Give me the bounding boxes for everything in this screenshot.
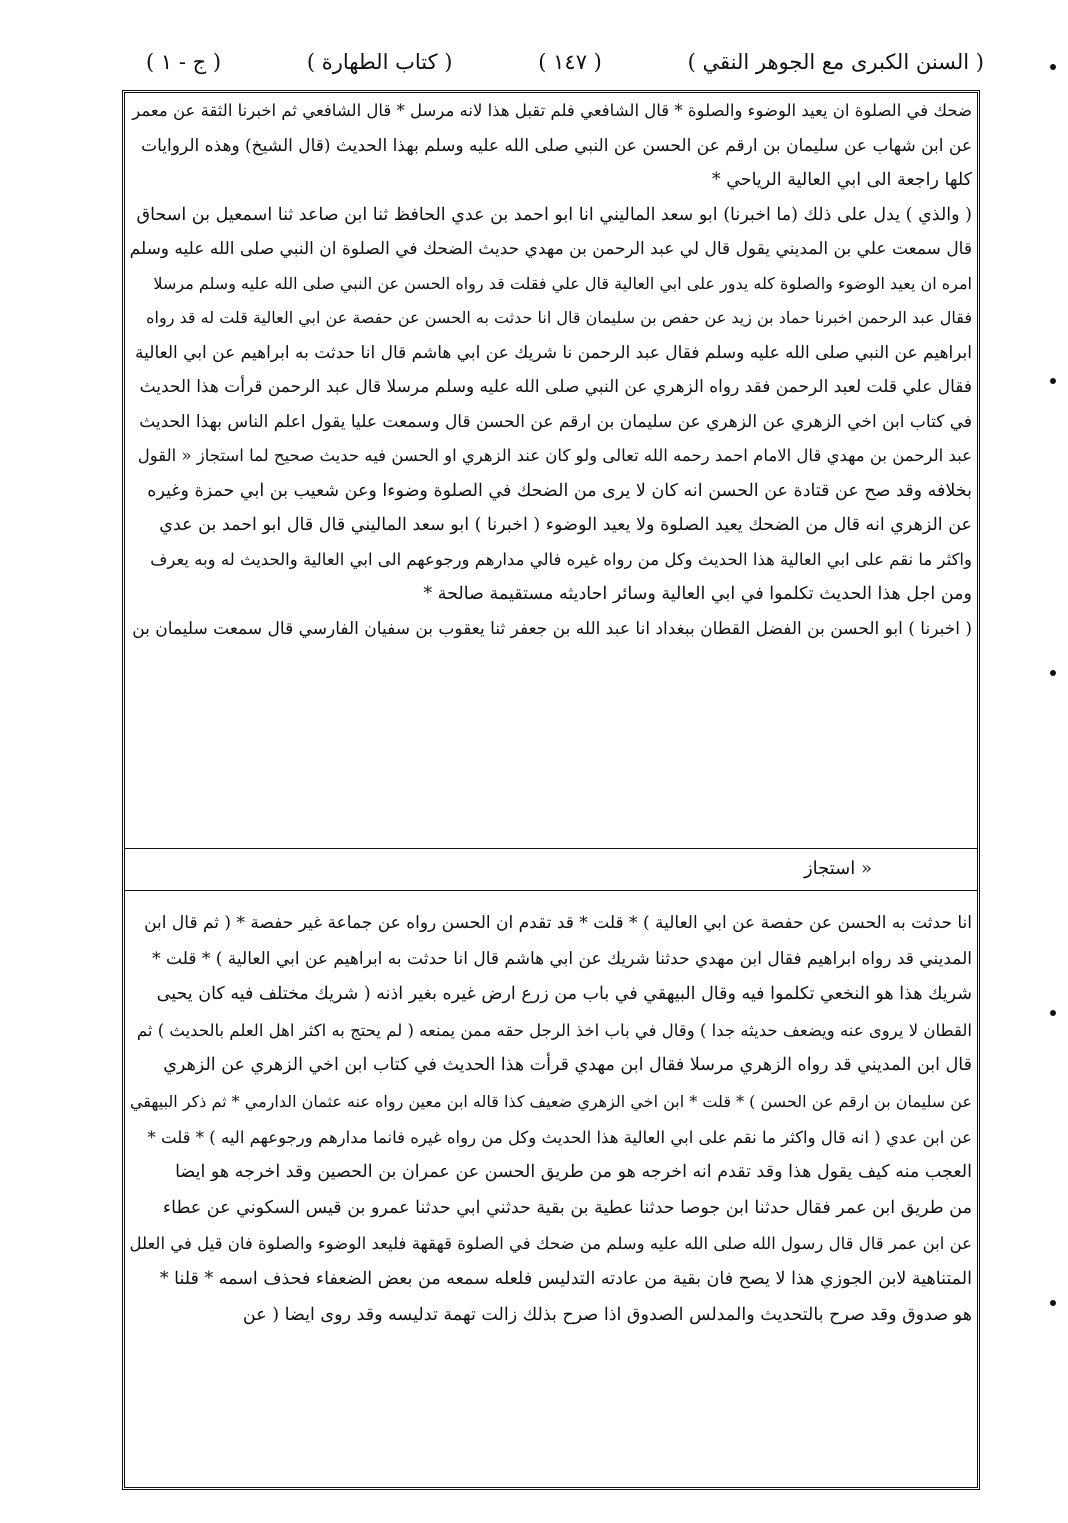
section-divider: [124, 890, 978, 891]
commentary-line: المديني قد رواه ابراهيم فقال ابن مهدي حدثنا شريك عن ابي هاشم قال انا حدثت به ابراهيم عن ابي العالية ) * قلت *: [152, 948, 972, 969]
main-text-line: ( والذي ) يدل على ذلك (ما اخبرنا) ابو سعد الماليني انا ابو احمد بن عدي الحافظ ثنا ابن صاعد ثنا اسمعيل بن اسحاق: [136, 204, 972, 225]
chapter-title: ( كتاب الطهارة ): [306, 50, 453, 74]
commentary-line: عن سليمان بن ارقم عن الحسن ) * قلت * ابن اخي الزهري ضعيف كذا قاله ابن معين رواه عنه عثمان الدارمي * ثم ذكر البيهقي: [130, 1091, 972, 1111]
main-text-line: ومن اجل هذا الحديث تكلموا في ابي العالية وسائر احاديثه مستقيمة صالحة *: [423, 584, 972, 604]
commentary-line: العجب منه كيف يقول هذا وقد تقدم انه اخرجه هو من طريق الحسن عن عمران بن الحصين وقد اخرجه هو ايضا: [175, 1162, 972, 1183]
main-text-line: عن الزهري انه قال من الضحك يعيد الصلوة ولا يعيد الوضوء ( اخبرنا ) ابو سعد الماليني قال قال ابو احمد بن عدي: [159, 515, 972, 535]
commentary-line: شريك هذا هو النخعي تكلموا فيه وقال البيهقي في باب من زرع ارض غيره بغير اذنه ( شريك مختلف فيه كان يحيى: [156, 984, 972, 1005]
book-title: ( السنن الكبرى مع الجوهر النقي ): [687, 50, 984, 74]
commentary-line: من طريق ابن عمر فقال حدثنا ابن جوصا حدثنا عطية بن بقية حدثني ابي حدثنا عمرو بن قيس السكوني عن عطاء: [162, 1197, 972, 1218]
commentary-text: [130, 906, 972, 1333]
commentary-line: المتناهية لابن الجوزي هذا لا يصح فان بقية من عادته التدليس فلعله سمعه من بعض الضعفاء فحذف اسمه * قلنا *: [159, 1268, 972, 1289]
margin-mark: [1050, 1300, 1056, 1306]
commentary-line: عن ابن عمر قال قال رسول الله صلى الله عليه وسلم من ضحك في الصلوة قهقهة فليعد الوضوء والصلوة فان قيل في العلل: [130, 1234, 972, 1254]
margin-mark: [1050, 64, 1056, 70]
main-text: [130, 94, 972, 646]
main-text-line: ابراهيم عن النبي صلى الله عليه وسلم فقال عبد الرحمن نا شريك عن ابي هاشم قال انا حدثت به ابراهيم عن ابي العالية: [135, 342, 972, 363]
section-divider: [124, 848, 978, 849]
commentary-line: القطان لا يروى عنه ويضعف حديثه جدا ) وقال في باب اخذ الرجل حقه ممن يمنعه ( لم يحتج به اكثر اهل العلم بالحديث ) ثم: [136, 1020, 972, 1040]
main-text-line: فقال علي قلت لعبد الرحمن فقد رواه الزهري عن النبي صلى الله عليه وسلم مرسلا قال عبد الرحمن قرأت هذا الحديث: [139, 377, 972, 397]
main-text-line: بخلافه وقد صح عن قتادة عن الحسن انه كان لا يرى من الضحك في الصلوة وضوءا وعن شعيب بن ابي حمزة وغيره: [147, 480, 972, 501]
footnote-marker: « استجاز: [803, 858, 872, 879]
commentary-line: انا حدثت به الحسن عن حفصة عن ابي العالية ) * قلت * قد تقدم ان الحسن رواه عن جماعة غير حفصة * ( ثم قال ابن: [144, 913, 972, 933]
commentary-line: عن ابن عدي ( انه قال واكثر ما نقم على ابي العالية هذا الحديث وكل من رواه غيره فانما مدارهم ورجوعهم اليه ) * قلت *: [147, 1127, 972, 1147]
page-header: [140, 38, 990, 86]
main-text-line: ضحك في الصلوة ان يعيد الوضوء والصلوة * قال الشافعي فلم تقبل هذا لانه مرسل * قال الشافعي ثم اخبرنا الثقة عن معمر: [132, 101, 972, 120]
main-text-line: قال سمعت علي بن المديني يقول قال لي عبد الرحمن بن مهدي حديث الضحك في الصلوة ان النبي صلى الله عليه وسلم: [130, 239, 972, 259]
main-text-line: امره ان يعيد الوضوء والصلوة كله يدور على ابي العالية قال علي فقلت قد رواه الحسن عن النبي صلى الله عليه وسلم مرسلا: [153, 273, 972, 293]
margin-mark: [1050, 378, 1056, 384]
main-text-line: ( اخبرنا ) ابو الحسن بن الفضل القطان ببغداد انا عبد الله بن جعفر ثنا يعقوب بن سفيان الفارسي قال سمعت سليمان بن: [132, 618, 972, 639]
main-text-line: فقال عبد الرحمن اخبرنا حماد بن زيد عن حفص بن سليمان قال انا حدثت به الحسن عن حفصة عن ابي العالية قلت له قد رواه: [146, 308, 972, 327]
margin-mark: [1050, 1010, 1056, 1016]
main-text-line: كلها راجعة الى ابي العالية الرياحي *: [711, 170, 972, 190]
page-number: ( ١٤٧ ): [538, 50, 602, 74]
commentary-line: هو صدوق وقد صرح بالتحديث والمدلس الصدوق اذا صرح بذلك زالت تهمة تدليسه وقد روى ايضا ( عن: [242, 1304, 972, 1325]
main-text-line: في كتاب ابن اخي الزهري عن الزهري عن سليمان بن ارقم عن الحسن قال وسمعت عليا يقول اعلم الناس بهذا الحديث: [139, 411, 972, 432]
margin-mark: [1050, 670, 1056, 676]
main-text-line: عبد الرحمن بن مهدي قال الامام احمد رحمه الله تعالى ولو كان عند الزهري او الحسن فيه حديث صحيح لما استجاز « القول: [137, 446, 972, 465]
commentary-line: قال ابن المديني قد رواه الزهري مرسلا فقال ابن مهدي قرأت هذا الحديث في كتاب ابن اخي الزهري عن الزهري: [163, 1055, 972, 1076]
main-text-line: عن ابن شهاب عن سليمان بن ارقم عن الحسن عن النبي صلى الله عليه وسلم بهذا الحديث (قال الشيخ) وهذه الروايات: [141, 135, 972, 156]
volume-label: ( ج - ١ ): [146, 50, 222, 74]
main-text-line: واكثر ما نقم على ابي العالية هذا الحديث وكل من رواه غيره فالي مدارهم ورجوعهم الى ابي العالية والحديث له وبه يعرف: [150, 549, 972, 569]
